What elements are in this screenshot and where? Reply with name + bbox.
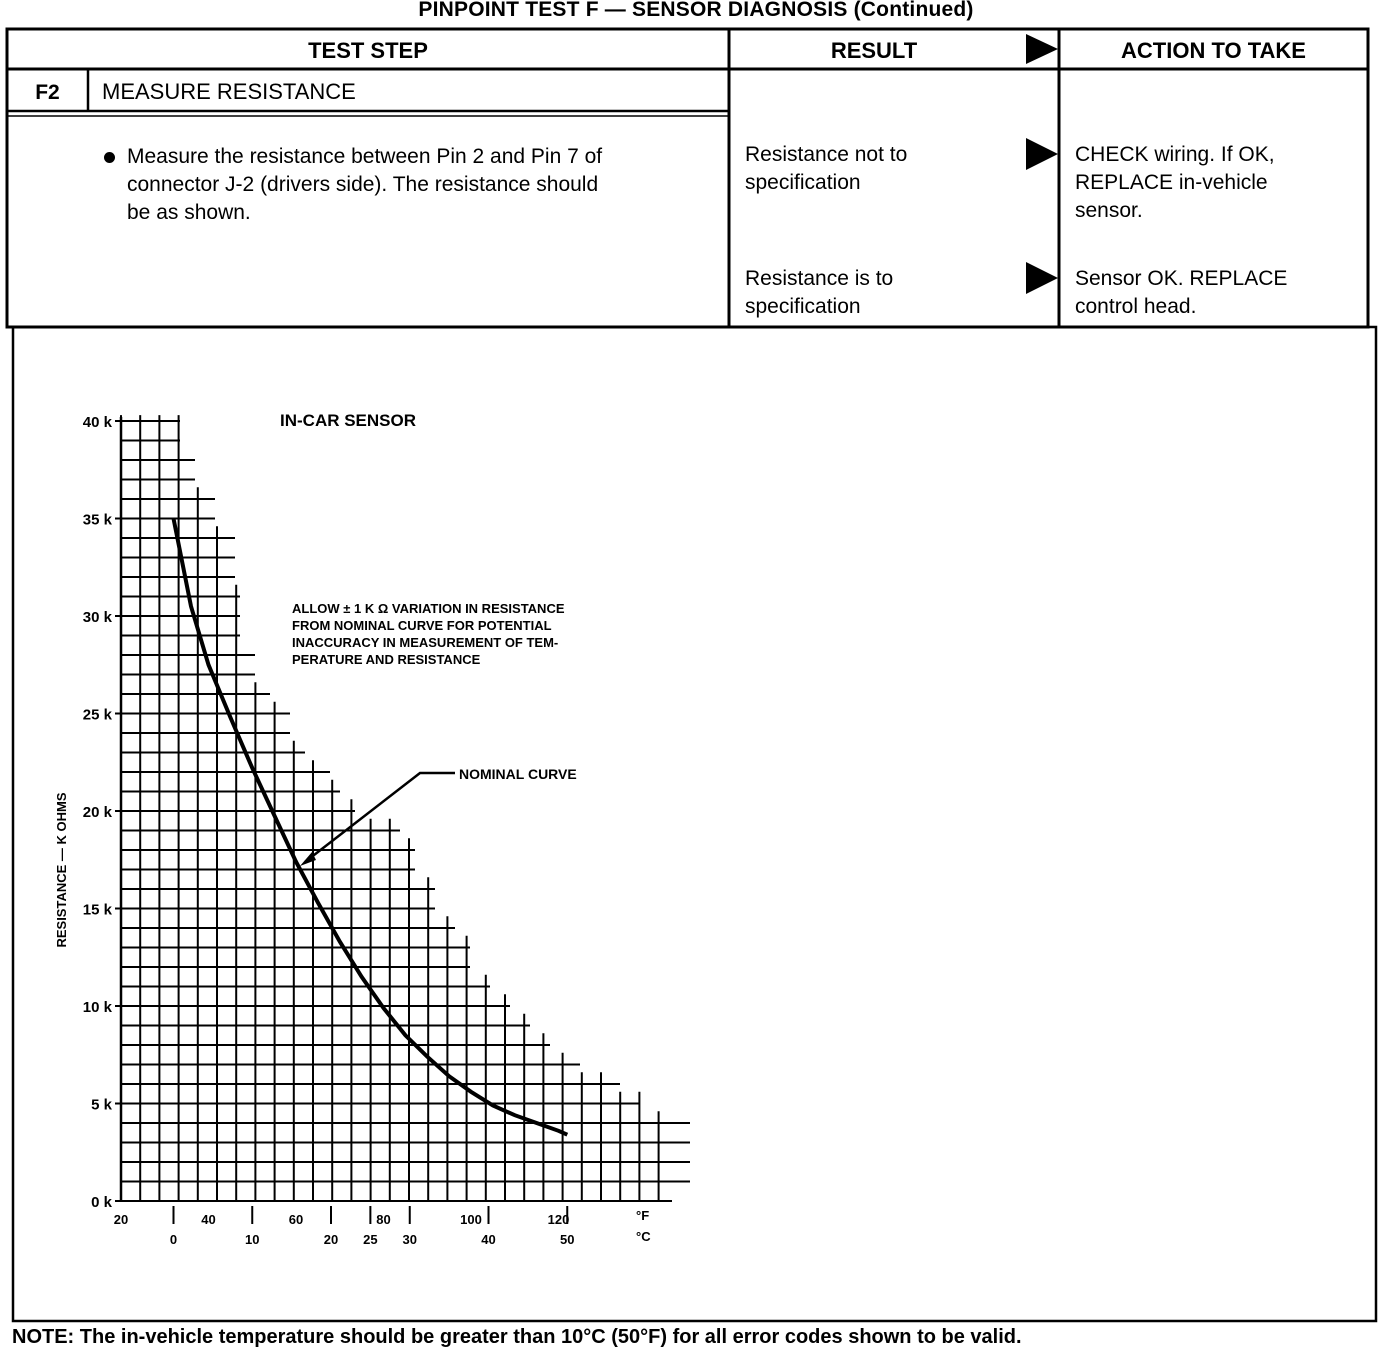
step-id: F2	[35, 81, 60, 104]
x-c-tick-label: 20	[323, 1232, 339, 1247]
x-c-tick-label: 30	[402, 1232, 417, 1247]
annotation-line: INACCURACY IN MEASUREMENT OF TEM-	[292, 635, 559, 650]
action-line: sensor.	[1075, 199, 1143, 222]
col-header-action: ACTION TO TAKE	[1121, 38, 1306, 63]
y-tick-label: 25 k	[82, 706, 112, 724]
y-tick-label: 10 k	[82, 999, 112, 1016]
x-c-tick-label: 25	[363, 1232, 378, 1247]
chart-annotation	[292, 601, 565, 667]
action-line: Sensor OK. REPLACE	[1075, 267, 1288, 290]
x-f-tick-label: 120	[547, 1212, 570, 1227]
action-line: REPLACE in-vehicle	[1075, 171, 1268, 194]
curve-label: NOMINAL CURVE	[459, 766, 577, 782]
result-line: Resistance not to	[745, 143, 908, 166]
x-f-tick-label: 100	[460, 1212, 482, 1227]
x-f-tick-label: 20	[113, 1212, 129, 1227]
x-c-tick-label: 40	[481, 1232, 496, 1247]
y-tick-label: 0 k	[91, 1194, 112, 1211]
page-title: PINPOINT TEST F — SENSOR DIAGNOSIS (Continued)	[418, 0, 974, 21]
x-f-tick-label: 40	[201, 1212, 216, 1227]
col-header-result: RESULT	[830, 38, 918, 63]
instruction-line: connector J-2 (drivers side). The resistance should	[127, 173, 599, 196]
x-f-unit: °F	[636, 1208, 650, 1223]
y-tick-label: 40 k	[82, 414, 112, 431]
x-f-tick-label: 60	[288, 1212, 304, 1227]
curve-label-leader	[305, 773, 455, 862]
y-axis-label: RESISTANCE — K OHMS	[54, 792, 69, 948]
x-c-tick-label: 10	[245, 1232, 260, 1247]
action-line: CHECK wiring. If OK,	[1075, 143, 1275, 166]
instruction-line: Measure the resistance between Pin 2 and Pin 7 of	[127, 145, 603, 168]
y-tick-label: 35 k	[82, 511, 112, 529]
chart-grid	[121, 415, 690, 1201]
annotation-line: FROM NOMINAL CURVE FOR POTENTIAL	[292, 618, 552, 633]
x-c-tick-label: 0	[169, 1232, 178, 1247]
instruction-line: be as shown.	[127, 201, 251, 224]
footer-note: NOTE: The in-vehicle temperature should be greater than 10°C (50°F) for all error codes shown to be valid.	[12, 1326, 1022, 1348]
action-line: control head.	[1075, 295, 1197, 318]
annotation-line: PERATURE AND RESISTANCE	[292, 652, 481, 667]
y-tick-label: 15 k	[82, 901, 112, 919]
annotation-line: ALLOW ± 1 K Ω VARIATION IN RESISTANCE	[292, 601, 565, 616]
x-c-unit: °C	[636, 1229, 651, 1244]
result-line: Resistance is to	[745, 267, 894, 290]
col-header-test-step: TEST STEP	[308, 38, 428, 63]
y-tick-label: 20 k	[82, 804, 112, 821]
x-c-tick-label: 50	[560, 1232, 575, 1247]
x-f-tick-label: 80	[376, 1212, 391, 1227]
y-tick-label: 5 k	[91, 1096, 112, 1114]
result-line: specification	[745, 171, 861, 194]
result-line: specification	[745, 295, 861, 318]
step-title: MEASURE RESISTANCE	[102, 79, 356, 104]
y-tick-label: 30 k	[82, 609, 112, 626]
chart-title: IN-CAR SENSOR	[280, 411, 417, 430]
